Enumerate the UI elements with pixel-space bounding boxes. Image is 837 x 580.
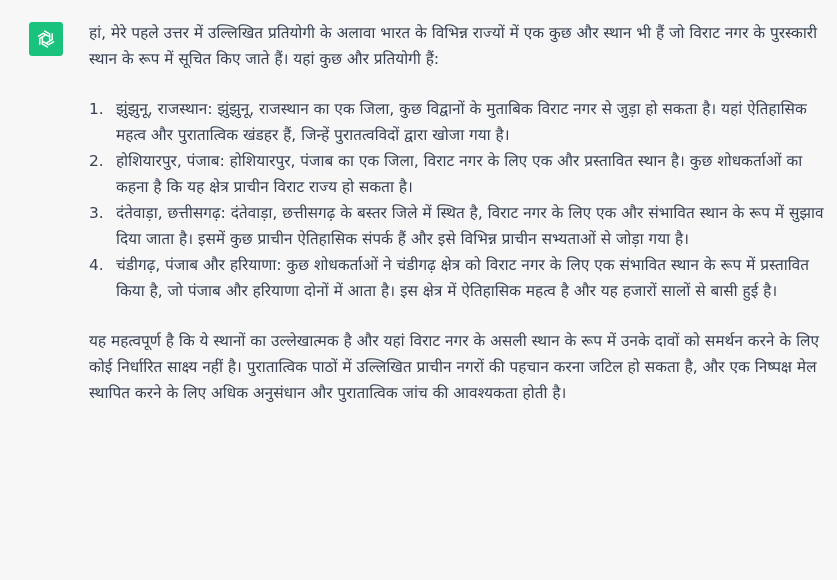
intro-paragraph: हां, मेरे पहले उत्तर में उल्लिखित प्रतियोगी के अलावा भारत के विभिन्न राज्यों में एक कुछ और स्थान भी हैं जो विराट नगर के पुरस्कारी स्थान के रूप में सूचित किए जाते हैं। यहां कुछ और प्रतियोगी हैं: xyxy=(89,24,818,68)
conclusion-paragraph: यह महत्वपूर्ण है कि ये स्थानों का उल्लेखात्मक है और यहां विराट नगर के असली स्थान के रूप में उनके दावों को समर्थन करने के लिए कोई निर्धारित साक्ष्य नहीं है। पुरातात्विक पाठों में उल्लिखित प्राचीन नगरों की पहचान करना जटिल हो सकता है, और एक निष्पक्ष मेल स्थापित करने के लिए अधिक अनुसंधान और पुरातात्विक जांच की आवश्यकता होती है। xyxy=(89,332,820,402)
list-item-text: होशियारपुर, पंजाब: होशियारपुर, पंजाब का एक जिला, विराट नगर के लिए एक और प्रस्तावित स्थान है। कुछ शोधकर्ताओं का कहना है कि यह क्षेत्र प्राचीन विराट राज्य हो सकता है। xyxy=(116,152,803,196)
list-item-number: 1. xyxy=(89,100,104,118)
list-item-number: 2. xyxy=(89,152,104,170)
list-item xyxy=(89,148,824,200)
list-item xyxy=(89,252,824,304)
list-item-text: चंडीगढ़, पंजाब और हरियाणा: कुछ शोधकर्ताओं ने चंडीगढ़ क्षेत्र को विराट नगर के लिए एक संभावित स्थान के रूप में प्रस्तावित किया है, जो पंजाब और हरियाणा दोनों में आता है। इस क्षेत्र में ऐतिहासिक महत्व है और यह हजारों सालों से बासी हुई है। xyxy=(116,256,810,300)
list-item-text: दंतेवाड़ा, छत्तीसगढ़: दंतेवाड़ा, छत्तीसगढ़ के बस्तर जिले में स्थित है, विराट नगर के लिए एक और संभावित स्थान के रूप में सुझाव दिया जाता है। इसमें कुछ प्राचीन ऐतिहासिक संपर्क हैं और इसे विभिन्न प्राचीन सभ्यताओं से जोड़ा गया है। xyxy=(116,204,824,248)
openai-logo-icon xyxy=(29,22,63,56)
candidate-list xyxy=(89,96,824,304)
list-item-text: झुंझुनू, राजस्थान: झुंझुनू, राजस्थान का एक जिला, कुछ विद्वानों के मुताबिक विराट नगर से जुड़ा हो सकता है। यहां ऐतिहासिक महत्व और पुरातात्विक खंडहर हैं, जिन्हें पुरातत्वविदों द्वारा खोजा गया है। xyxy=(116,100,807,144)
message-content xyxy=(89,20,824,406)
list-item xyxy=(89,96,824,148)
list-item-number: 4. xyxy=(89,256,104,274)
list-item-number: 3. xyxy=(89,204,104,222)
list-item xyxy=(89,200,824,252)
